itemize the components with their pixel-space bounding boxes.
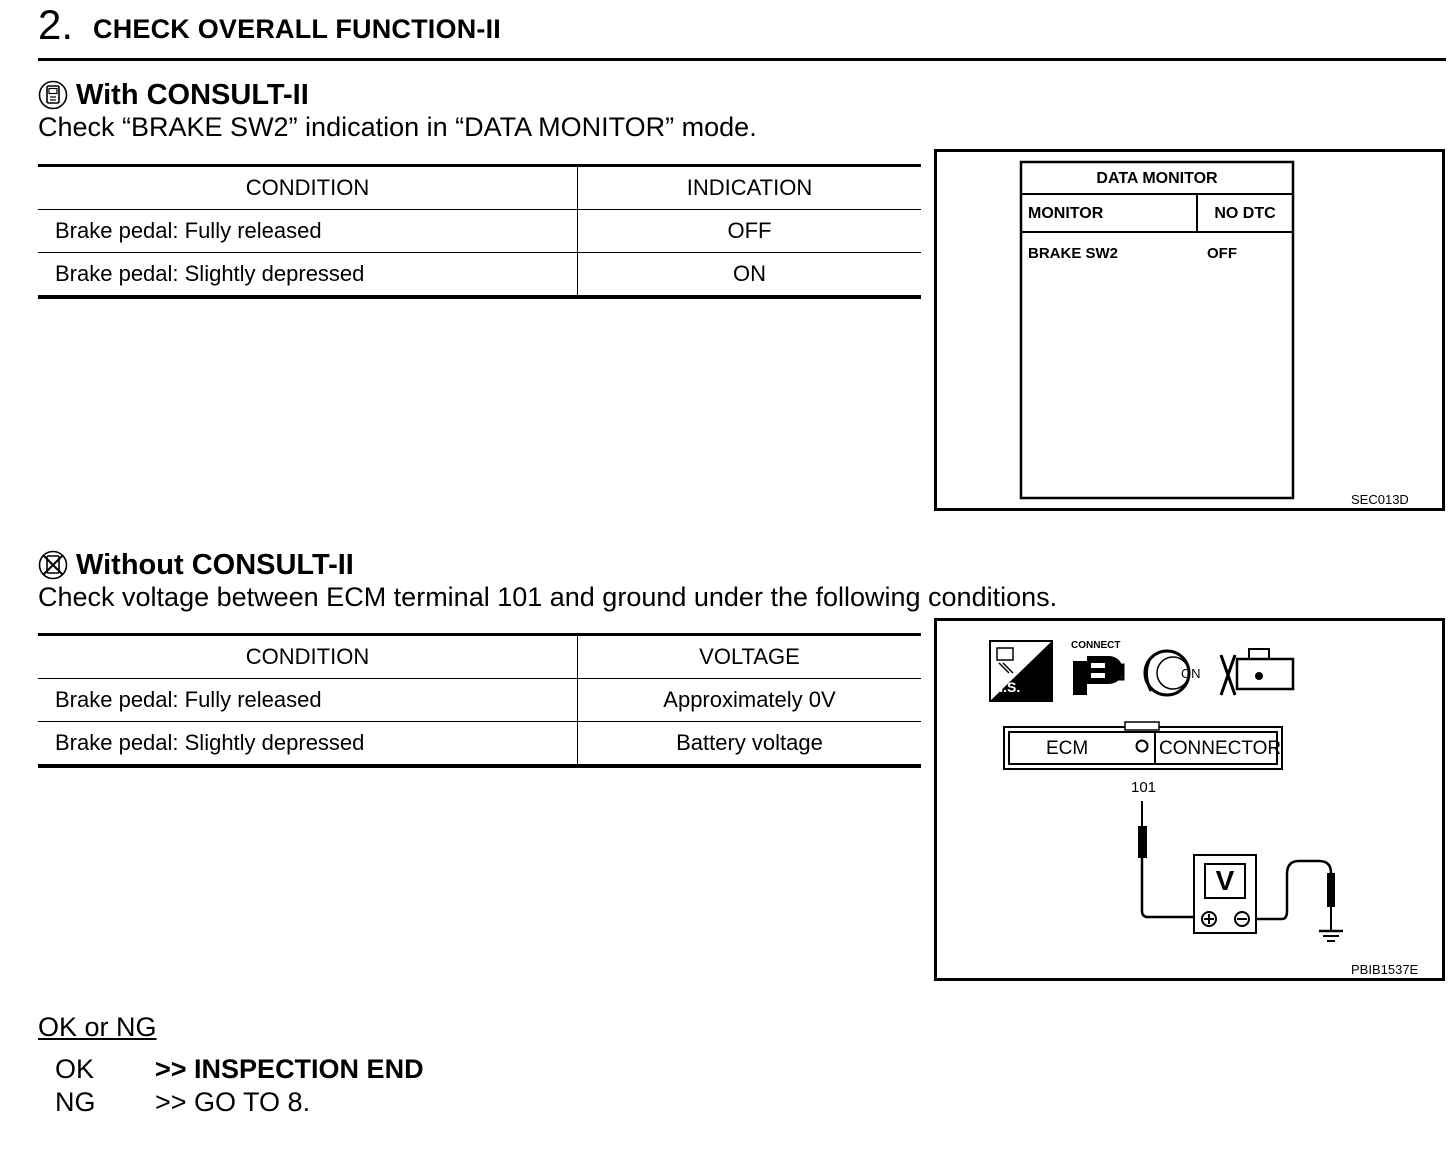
connect-label: CONNECT	[1071, 640, 1121, 651]
condition-cell: Brake pedal: Fully released	[38, 210, 578, 253]
ng-row	[55, 1086, 310, 1118]
condition-cell: Brake pedal: Fully released	[38, 679, 578, 722]
dtc-status-label: NO DTC	[1214, 205, 1276, 222]
with-consult-heading	[38, 79, 309, 111]
figure-code: PBIB1537E	[1351, 962, 1419, 977]
figure-code: SEC013D	[1351, 492, 1409, 507]
header-condition: CONDITION	[38, 635, 578, 679]
voltage-cell: Battery voltage	[578, 722, 922, 767]
voltage-check-figure	[934, 618, 1445, 981]
table-row	[38, 679, 921, 722]
without-consult-title: Without CONSULT-II	[76, 549, 354, 581]
no-consult-icon	[38, 550, 68, 580]
voltage-cell: Approximately 0V	[578, 679, 922, 722]
hs-label: H.S.	[993, 679, 1021, 695]
ok-key: OK	[55, 1054, 95, 1084]
with-consult-instruction: Check “BRAKE SW2” indication in “DATA MONITOR” mode.	[38, 112, 757, 142]
table-row	[38, 210, 921, 253]
with-consult-title: With CONSULT-II	[76, 79, 309, 111]
table-row	[38, 253, 921, 298]
table-header-row	[38, 635, 921, 679]
step-number: 2.	[38, 1, 74, 48]
header-indication: INDICATION	[578, 166, 922, 210]
result-label: OK or NG	[38, 1012, 157, 1042]
ecm-label: ECM	[1046, 738, 1089, 759]
monitor-column-label: MONITOR	[1028, 205, 1104, 222]
without-consult-heading	[38, 549, 354, 581]
table-header-row	[38, 166, 921, 210]
table-row	[38, 722, 921, 767]
condition-cell: Brake pedal: Slightly depressed	[38, 253, 578, 298]
header-condition: CONDITION	[38, 166, 578, 210]
ng-action: >> GO TO 8.	[155, 1087, 311, 1117]
on-label: ON	[1181, 666, 1201, 681]
terminal-number: 101	[1131, 779, 1157, 796]
data-monitor-figure	[934, 149, 1445, 511]
consult-icon	[38, 80, 68, 110]
ok-action: >> INSPECTION END	[155, 1054, 424, 1084]
monitor-item-name: BRAKE SW2	[1028, 245, 1119, 262]
screen-title: DATA MONITOR	[1096, 170, 1218, 187]
header-voltage: VOLTAGE	[578, 635, 922, 679]
step-title: CHECK OVERALL FUNCTION-II	[93, 14, 501, 44]
indication-cell: OFF	[578, 210, 922, 253]
voltage-table	[38, 633, 921, 768]
monitor-item-value: OFF	[1207, 245, 1237, 262]
indication-table	[38, 164, 921, 299]
voltmeter-label: V	[1215, 865, 1235, 896]
ng-key: NG	[55, 1087, 96, 1117]
condition-cell: Brake pedal: Slightly depressed	[38, 722, 578, 767]
connect-icon	[1073, 656, 1123, 695]
indication-cell: ON	[578, 253, 922, 298]
step-header	[38, 0, 1446, 61]
engine-off-icon	[1221, 649, 1293, 695]
ok-row	[55, 1053, 424, 1085]
without-consult-instruction: Check voltage between ECM terminal 101 and ground under the following conditions.	[38, 582, 1058, 612]
data-monitor-screen	[937, 152, 1442, 508]
connector-label: CONNECTOR	[1159, 738, 1282, 759]
